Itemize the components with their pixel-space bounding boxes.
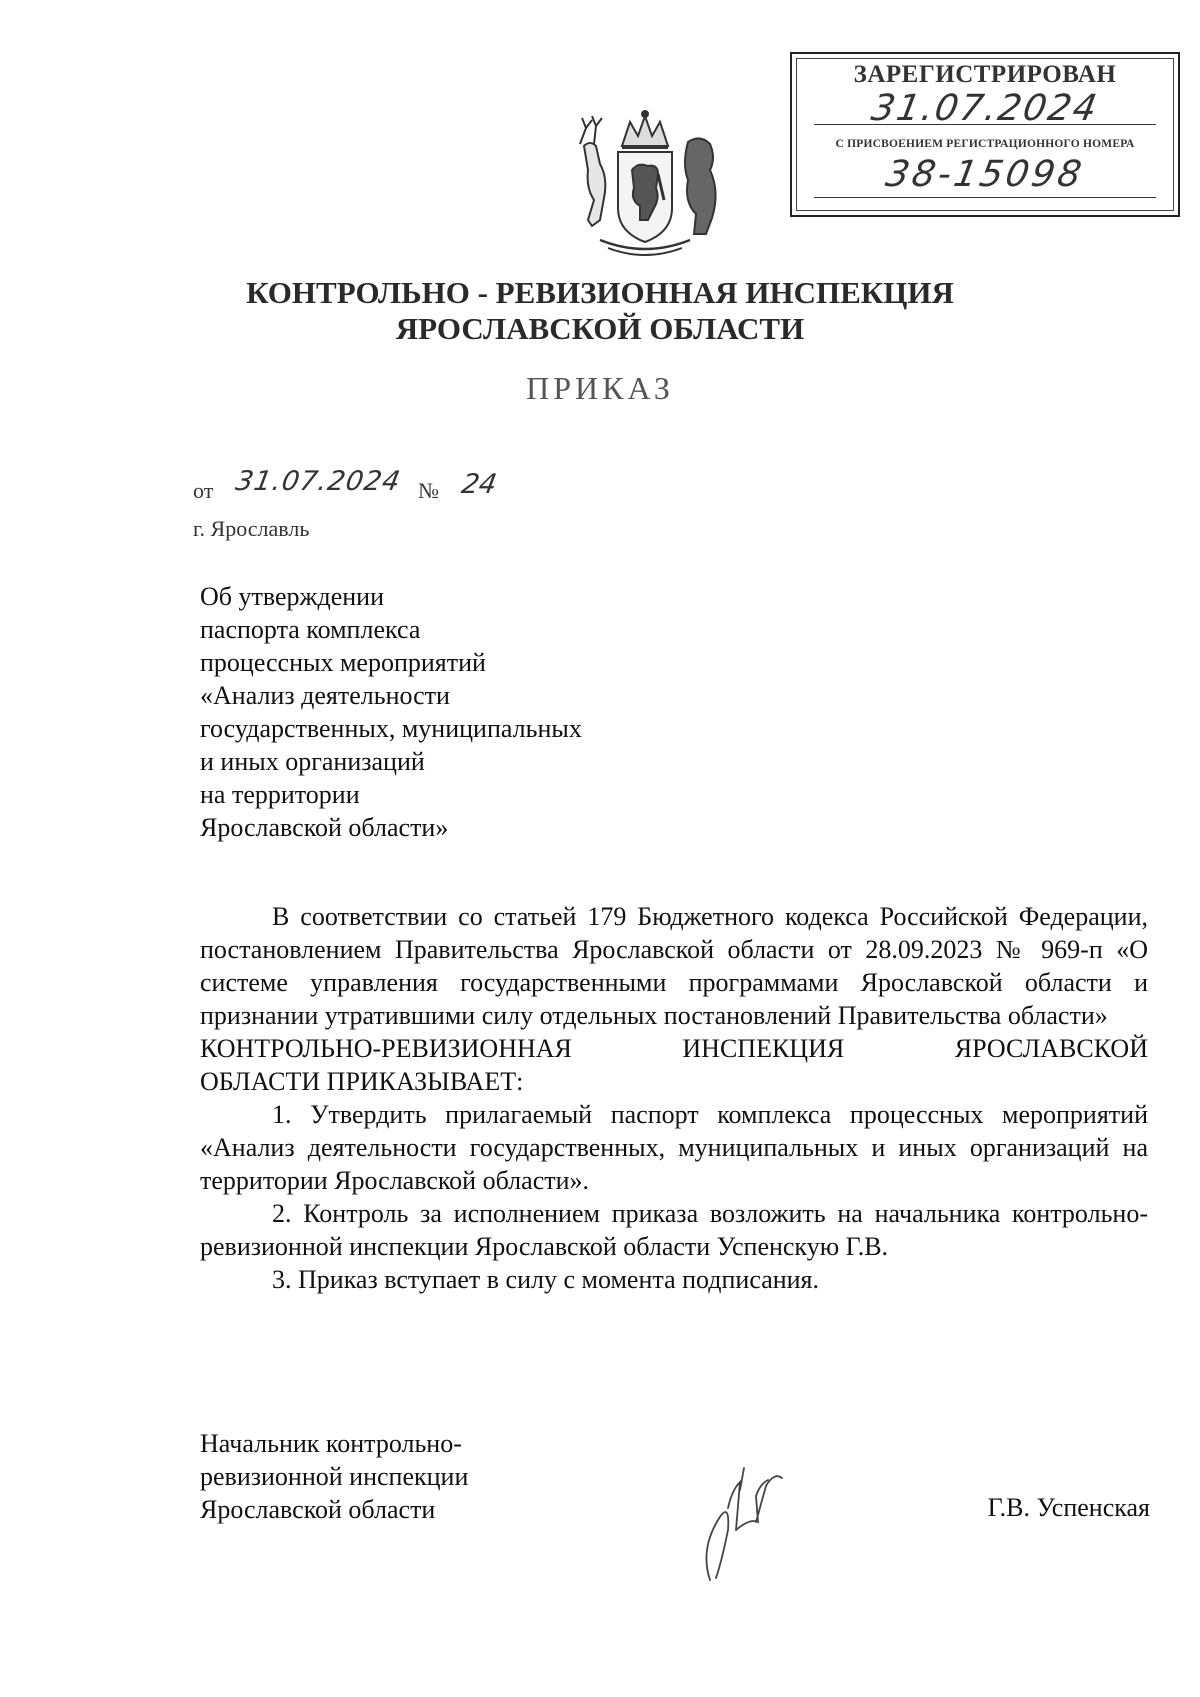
organization-name: КОНТРОЛЬНО - РЕВИЗИОННАЯ ИНСПЕКЦИЯ (246, 275, 954, 310)
subject-line: и иных организаций (200, 747, 425, 776)
order-body (200, 900, 1148, 1296)
subject-line: на территории (200, 780, 360, 809)
order-item-1: 1. Утвердить прилагаемый паспорт комплекса процессных мероприятий «Анализ деятельности государственных, муниципальных и иных организаций на территории Ярославской области». (200, 1100, 1148, 1195)
position-line: Ярославской области (200, 1495, 436, 1524)
stamp-title: ЗАРЕГИСТРИРОВАН (853, 61, 1117, 88)
registration-stamp (790, 52, 1180, 217)
order-number: 24 (459, 469, 500, 500)
orders-line: КОНТРОЛЬНО-РЕВИЗИОННАЯ ИНСПЕКЦИЯ ЯРОСЛАВСКОЙ (200, 1034, 1148, 1063)
stamp-divider (814, 197, 1156, 198)
city: г. Ярославль (193, 516, 310, 541)
subject-line: Об утверждении (200, 582, 385, 611)
stamp-number: 38-15098 (882, 154, 1088, 195)
signatory-position (200, 1427, 468, 1526)
handwritten-signature (670, 1460, 810, 1590)
position-line: ревизионной инспекции (200, 1462, 469, 1491)
subject-line: процессных мероприятий (200, 648, 486, 677)
number-label: № (418, 478, 439, 503)
stamp-divider (814, 124, 1156, 125)
position-line: Начальник контрольно- (200, 1429, 462, 1458)
coat-of-arms-icon (560, 108, 730, 263)
order-date: 31.07.2024 (233, 466, 404, 497)
stamp-date: 31.07.2024 (868, 88, 1102, 129)
subject-line: паспорта комплекса (200, 615, 421, 644)
from-label: от (193, 478, 214, 503)
subject-line: Ярославской области» (200, 813, 449, 842)
order-subject (200, 580, 680, 844)
subject-line: государственных, муниципальных (200, 714, 582, 743)
document-type: ПРИКАЗ (526, 370, 674, 406)
order-item-2: 2. Контроль за исполнением приказа возложить на начальника контрольно-ревизионной инспекции Ярославской области Успенскую Г.В. (200, 1199, 1148, 1261)
stamp-subtitle: С ПРИСВОЕНИЕМ РЕГИСТРАЦИОННОГО НОМЕРА (835, 138, 1135, 150)
orders-line-2: ОБЛАСТИ ПРИКАЗЫВАЕТ: (200, 1067, 524, 1096)
signatory-name: Г.В. Успенская (987, 1493, 1150, 1522)
organization-region: ЯРОСЛАВСКОЙ ОБЛАСТИ (395, 311, 805, 346)
order-item-3: 3. Приказ вступает в силу с момента подписания. (272, 1265, 820, 1294)
subject-line: «Анализ деятельности (200, 681, 450, 710)
preamble-paragraph: В соответствии со статьей 179 Бюджетного кодекса Российской Федерации, постановлением Правительства Ярославской области от 28.09.2023 № 969-п «О системе управления государственными программами Ярославской области и признании утратившими силу отдельных постановлений Правительства области» (200, 902, 1148, 1030)
